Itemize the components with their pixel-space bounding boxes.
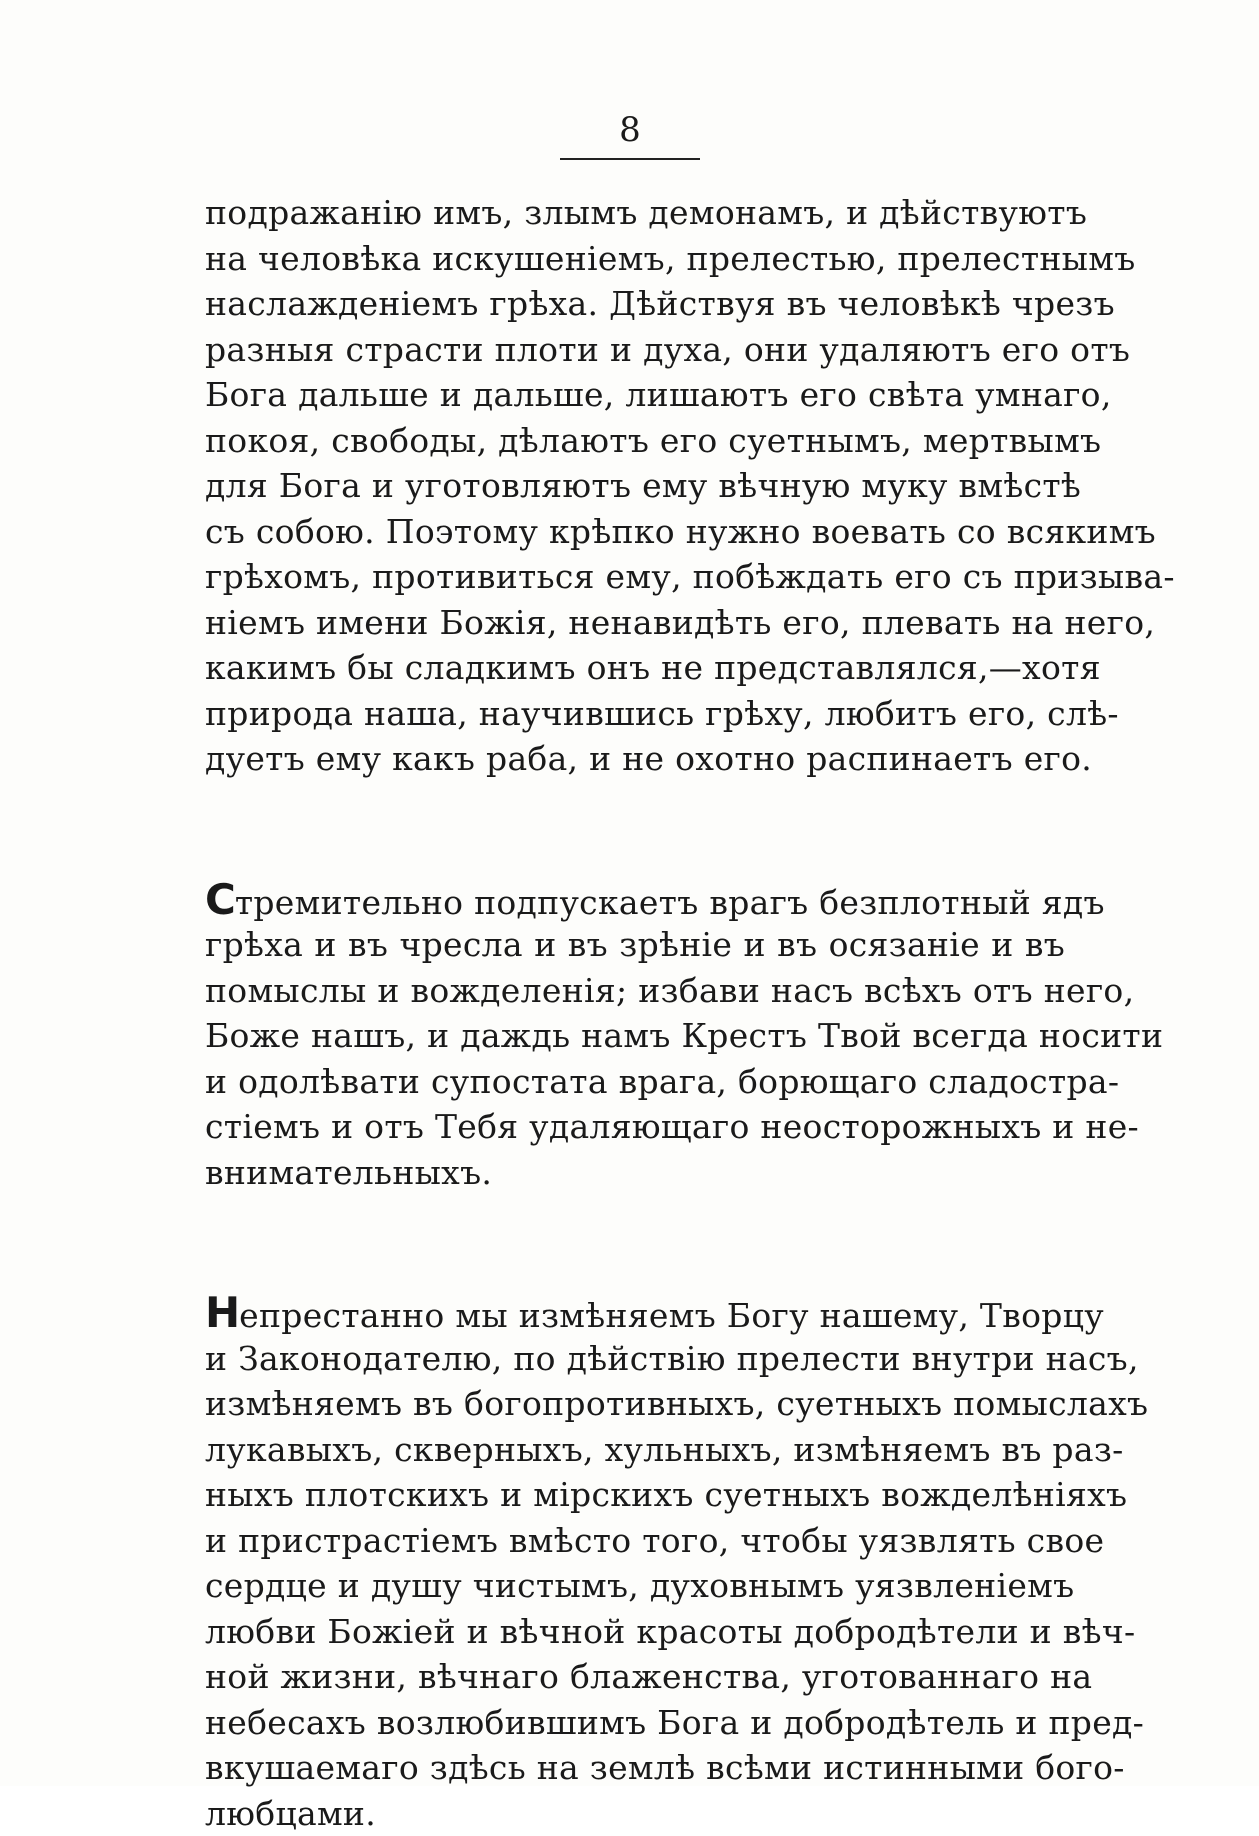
text-line-first xyxy=(205,1290,1065,1336)
text-line: грѣхомъ, противиться ему, побѣждать его съ призыва- xyxy=(205,554,1065,600)
text-line: ныхъ плотскихъ и мірскихъ суетныхъ вожделѣніяхъ xyxy=(205,1472,1065,1518)
text-line: дуетъ ему какъ раба, и не охотно распинаетъ его. xyxy=(205,736,1065,782)
text-line: какимъ бы сладкимъ онъ не представлялся,—хотя xyxy=(205,645,1065,691)
text-line: природа наша, научившись грѣху, любитъ его, слѣ- xyxy=(205,691,1065,737)
text-line: разныя страсти плоти и духа, они удаляютъ его отъ xyxy=(205,327,1065,373)
text-line: Бога дальше и дальше, лишаютъ его свѣта умнаго, xyxy=(205,372,1065,418)
dropcap: С xyxy=(205,875,235,924)
text-line: измѣняемъ въ богопротивныхъ, суетныхъ помыслахъ xyxy=(205,1381,1065,1427)
paragraph-1 xyxy=(205,190,1065,782)
dropcap: Н xyxy=(205,1288,239,1337)
text-line: ніемъ имени Божія, ненавидѣть его, плевать на него, xyxy=(205,600,1065,646)
first-line-rest: епрестанно мы измѣняемъ Богу нашему, Творцу xyxy=(239,1296,1104,1335)
text-line: подражанію имъ, злымъ демонамъ, и дѣйствуютъ xyxy=(205,190,1065,236)
text-line: небесахъ возлюбившимъ Бога и добродѣтель и пред- xyxy=(205,1700,1065,1746)
text-line: на человѣка искушеніемъ, прелестью, прелестнымъ xyxy=(205,236,1065,282)
paragraph-gap xyxy=(205,782,1065,877)
header-rule xyxy=(560,158,700,160)
text-line: для Бога и уготовляютъ ему вѣчную муку вмѣстѣ xyxy=(205,463,1065,509)
text-line: стіемъ и отъ Тебя удаляющаго неосторожныхъ и не- xyxy=(205,1104,1065,1150)
text-line-first xyxy=(205,877,1065,923)
page-header xyxy=(560,110,700,160)
text-line: любцами. xyxy=(205,1791,1065,1836)
text-line: и Законодателю, по дѣйствію прелести внутри насъ, xyxy=(205,1336,1065,1382)
paragraph-3 xyxy=(205,1290,1065,1836)
text-line: вкушаемаго здѣсь на землѣ всѣми истинными бого- xyxy=(205,1745,1065,1791)
page-number: 8 xyxy=(560,110,700,150)
text-line: помыслы и вожделенія; избави насъ всѣхъ отъ него, xyxy=(205,968,1065,1014)
paragraph-2 xyxy=(205,877,1065,1196)
text-line: съ собою. Поэтому крѣпко нужно воевать со всякимъ xyxy=(205,509,1065,555)
text-line: наслажденіемъ грѣха. Дѣйствуя въ человѣкѣ чрезъ xyxy=(205,281,1065,327)
text-line: сердце и душу чистымъ, духовнымъ уязвленіемъ xyxy=(205,1563,1065,1609)
first-line-rest: тремительно подпускаетъ врагъ безплотный ядъ xyxy=(235,883,1105,922)
text-line: любви Божіей и вѣчной красоты добродѣтели и вѣч- xyxy=(205,1609,1065,1655)
text-line: и пристрастіемъ вмѣсто того, чтобы уязвлять свое xyxy=(205,1518,1065,1564)
text-line: и одолѣвати супостата врага, борющаго сладостра- xyxy=(205,1059,1065,1105)
text-line: Боже нашъ, и даждь намъ Крестъ Твой всегда носити xyxy=(205,1013,1065,1059)
text-line: внимательныхъ. xyxy=(205,1150,1065,1196)
text-line: покоя, свободы, дѣлаютъ его суетнымъ, мертвымъ xyxy=(205,418,1065,464)
text-line: лукавыхъ, скверныхъ, хульныхъ, измѣняемъ въ раз- xyxy=(205,1427,1065,1473)
body-text xyxy=(205,190,1065,1836)
text-line: грѣха и въ чресла и въ зрѣніе и въ осязаніе и въ xyxy=(205,922,1065,968)
paragraph-gap xyxy=(205,1195,1065,1290)
text-line: ной жизни, вѣчнаго блаженства, уготованнаго на xyxy=(205,1654,1065,1700)
